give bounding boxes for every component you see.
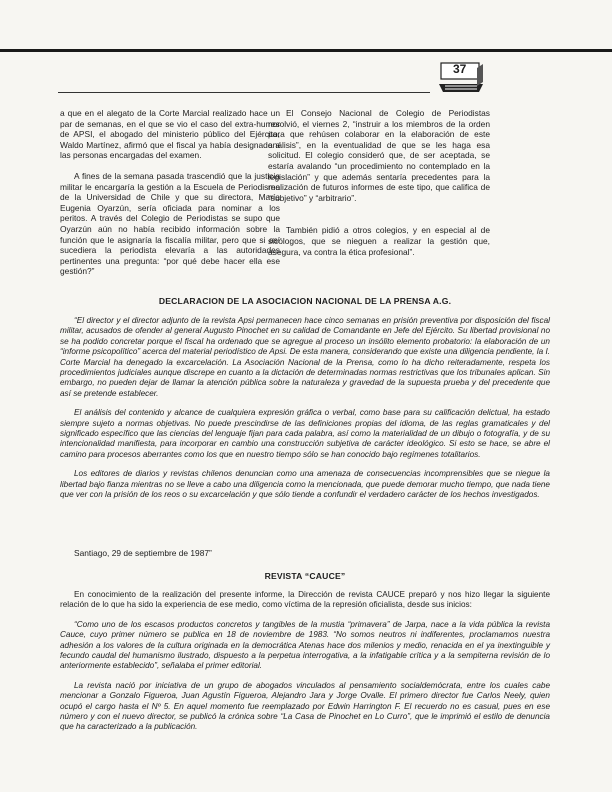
right-paragraph: También pidió a otros colegios, y en especial al de sicólogos, que se nieguen a realizar la gestión que, asegura, va contra la ética profesional”. (268, 225, 490, 257)
cauce-intro: En conocimiento de la realización del presente informe, la Dirección de revista CAUCE preparó y nos hizo llegar la siguiente relación de lo que ha sido la experiencia de ese medio, como víctima de la represión oficialista, desde sus inicios: (60, 590, 550, 610)
right-column (268, 108, 490, 267)
cauce-body (60, 590, 550, 742)
top-border-rule (0, 49, 612, 52)
declaration-title: DECLARACION DE LA ASOCIACION NACIONAL DE LA PRENSA A.G. (158, 296, 452, 306)
page-number: 37 (453, 62, 467, 76)
left-paragraph: a que en el alegato de la Corte Marcial realizado hace un par de semanas, en el que se vio el caso del extra-humor de APSI, el abogado del ministerio público del Ejército, Waldo Martínez, afirmó que el fiscal ya había designado a las personas encargadas del examen. (60, 108, 280, 161)
cauce-closing: La revista nació por iniciativa de un grupo de abogados vinculados al pensamiento socialdemócrata, entre los cuales cabe mencionar a Gonzalo Figueroa, Juan Agustín Figueroa, Alejandro Jara y Jorge Ovalle. El primero director fue Carlos Neely, quien ocupó el cargo hasta el Nº 5. En aquel momento fue reemplazado por Edwin Harrington F. El recuerdo no es casual, pues en ese número y con el nuevo director, se publicó la crónica sobre “La Casa de Pinochet en Lo Curro”, que le imprimió el estilo de denuncia que ha caracterizado a la publicación. (60, 680, 550, 732)
declaration-date: Santiago, 29 de septiembre de 1987” (74, 548, 212, 558)
cauce-quote: “Como uno de los escasos productos concretos y tangibles de la mustia “primavera” de Jarpa, nace a la vida pública la revista Cauce, cuyo primer número se publica en 18 de noviembre de 1983. “No somos neutros ni indiferentes, proclamamos nuestra adhesión a los valores de la cultura originada en la democrática Atenas hace dos milenios y medio, renacida en el ya inextinguible y fecundo caudal del humanismo ilustrado, dispuesto a la perpetua interrogativa, a la infatigable crítica y a la sempiterna revisión de lo anteriormente establecido”, señalaba el primer editorial. (60, 619, 550, 671)
declaration-paragraph: Los editores de diarios y revistas chilenos denuncian como una amenaza de consecuencias incomprensibles que se niegue la libertad bajo fianza mientras no se lleve a cabo una diligencia como la mencionada, que puede demorar mucho tiempo, que nada tiene que ver con la prisión de los reos o su excarcelación y que sólo tiende a confundir el verdadero carácter de los hechos investigados. (60, 469, 550, 500)
declaration-paragraph: “El director y el director adjunto de la revista Apsi permanecen hace cinco semanas en prisión preventiva por disposición del fiscal militar, acusados de ofender al general Augusto Pinochet en su calidad de Comandante en Jefe del Ejército. Su libertad provisional no se ha podido concretar porque el fiscal ha ordenado que se agregue al proceso un insólito elemento probatorio: la elaboración de un “informe psicopolítico” acerca del material periodístico de Apsi. De esta manera, considerando que existe una diligencia pendiente, la I. Corte Marcial ha denegado la excarcelación. La Asociación Nacional de la Prensa, como lo ha dicho reiteradamente, respeta los procedimientos judiciales aunque discrepe en cuanto a la dictación de determinadas normas restrictivas que los tribunales aplican. Sin embargo, no pueden dejar de llamar la atención pública sobre la naturaleza y gravedad de la supuesta prueba y del precedente que así se pretende establecer. (60, 316, 550, 398)
declaration-paragraph: El análisis del contenido y alcance de cualquiera expresión gráfica o verbal, como base para su calificación delictual, ha estado siempre sujeto a normas objetivas. No puede prescindirse de las definiciones propias del idioma, de las reglas gramaticales y del significado específico que las ciencias del lenguaje fijan para cada palabra, así como la materialidad de un dibujo o fotografía, y de su intencionalidad manifiesta, para incorporar en cambio una construcción subjetiva de carácter ideológico. Si esto se hace, se abre el camino para procesos aberrantes como los que en nuestro tiempo sólo se han conocido bajo regímenes totalitarios. (60, 408, 550, 459)
header-rule (58, 92, 430, 93)
right-paragraph: El Consejo Nacional de Colegio de Periodistas resolvió, el viernes 2, “instruir a los miembros de la orden para que rehúsen colaborar en la elaboración de este análisis”, en la eventualidad de que se les haga esa solicitud. El colegio consideró que, de ser aceptada, se estaría avalando “un procedimiento no contemplado en la legislación” y que además sentaría precedentes para la realización de futuros informes de este tipo, que califica de “subjetivo” y “arbitrario”. (268, 108, 490, 203)
left-column (60, 108, 280, 287)
declaration-body (60, 316, 550, 510)
cauce-title: REVISTA “CAUCE” (264, 571, 346, 581)
left-paragraph: A fines de la semana pasada trascendió que la justicia militar le encargaría la gestión a la Escuela de Periodismo de la Universidad de Chile y que su directora, María Eugenia Oyarzún, sería oficiada para nominar a los peritos. A través del Colegio de Periodistas se supo que Oyarzún aún no había recibido información sobre la función que le asignaría la fiscalía militar, pero que si así sucediera la periodista elevaría a las autoridades pertinentes una pregunta: “por qué debe hacer ella ese gestión?” (60, 170, 280, 277)
